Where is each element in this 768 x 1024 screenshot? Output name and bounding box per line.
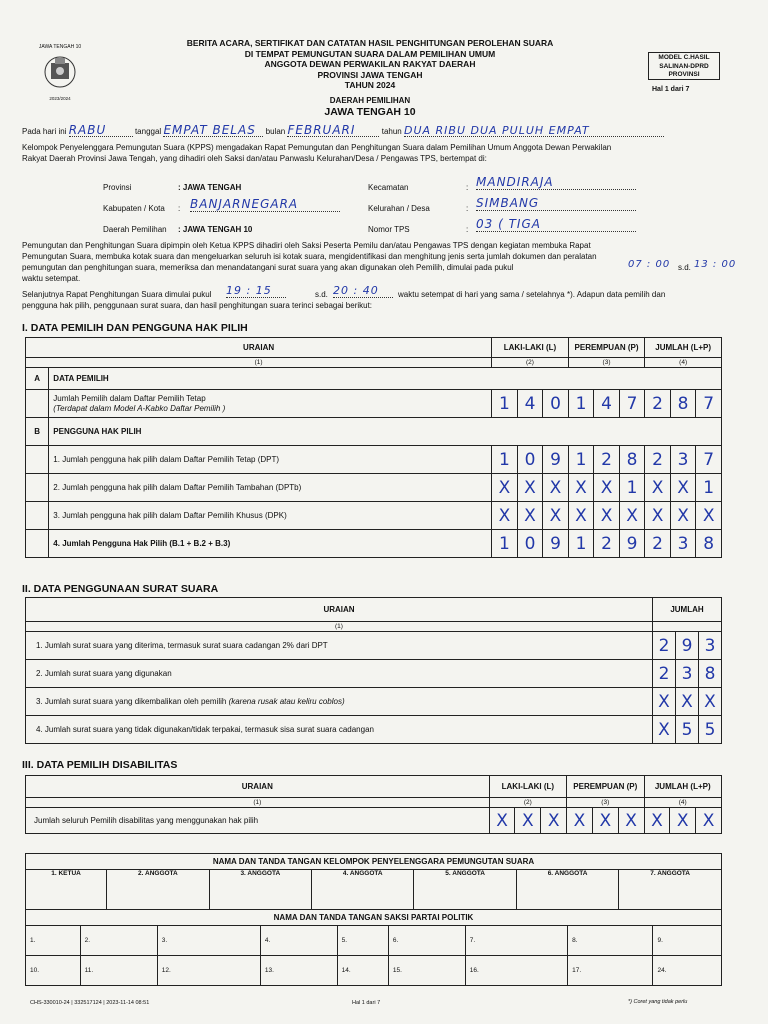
- table-row: [26, 474, 722, 502]
- row-label: [49, 390, 492, 418]
- digit-cell: 4: [517, 390, 543, 418]
- digit-cell: 0: [517, 530, 543, 558]
- col-perempuan: PEREMPUAN (P): [568, 338, 645, 358]
- digit-cell: 2: [645, 530, 671, 558]
- body-p5b: waktu setempat di hari yang sama / setelahnya *). Adapun data pemilih dan: [398, 290, 666, 299]
- saksi-sign: 4.: [260, 926, 337, 956]
- kpps-sign-1: 1. KETUA: [26, 870, 107, 910]
- digit-cell: X: [645, 502, 671, 530]
- row-label: 2. Jumlah surat suara yang digunakan: [26, 660, 653, 688]
- digit-cell: X: [543, 502, 569, 530]
- col-jumlah: JUMLAH (L+P): [645, 338, 722, 358]
- kpps-sign-5: 5. ANGGOTA: [414, 870, 516, 910]
- digit-cell: X: [699, 688, 722, 716]
- section-b-label: B: [26, 418, 49, 446]
- digit-cell: 2: [653, 660, 676, 688]
- table-row: [26, 390, 722, 418]
- provinsi-value: : JAWA TENGAH: [178, 183, 242, 192]
- bulan-label: bulan: [265, 127, 286, 136]
- logo-caption-bottom: 2023/2024: [49, 96, 71, 101]
- col-num-1: (1): [26, 622, 653, 632]
- daerah-value: JAWA TENGAH 10: [324, 106, 416, 118]
- saksi-sign: 15.: [388, 956, 465, 986]
- digit-cell: 7: [696, 446, 722, 474]
- col-num-4: (4): [645, 358, 722, 368]
- body-p2: Pemungutan Suara, membuka kotak suara dan mengeluarkan seluruh isi kotak suara, mengidentifikasi dan menghitung jenis serta jumlah dokumen dan peralatan: [22, 252, 597, 261]
- digit-cell: 8: [699, 660, 722, 688]
- section-a-title: DATA PEMILIH: [49, 368, 722, 390]
- digit-cell: X: [517, 502, 543, 530]
- title-line-3: ANGGOTA DEWAN PERWAKILAN RAKYAT DAERAH: [264, 59, 476, 69]
- body-p6: pengguna hak pilih, penggunaan surat suara, dan hasil penghitungan suara terinci sebagai berikut:: [22, 301, 373, 310]
- col-perempuan: PEREMPUAN (P): [567, 776, 644, 798]
- model-box: [648, 52, 720, 80]
- col-num-2: (2): [492, 358, 569, 368]
- body-p4: waktu setempat.: [22, 274, 81, 283]
- model-line-2: SALINAN-DPRD: [659, 62, 709, 70]
- digit-cell: 9: [543, 530, 569, 558]
- saksi-sign: 2.: [80, 926, 157, 956]
- title-line-4: PROVINSI JAWA TENGAH: [317, 69, 423, 80]
- saksi-sign: 7.: [465, 926, 567, 956]
- col-laki: LAKI-LAKI (L): [492, 338, 569, 358]
- saksi-sign: 11.: [80, 956, 157, 986]
- col-uraian: URAIAN: [26, 338, 492, 358]
- digit-cell: 7: [619, 390, 645, 418]
- tps-value: 03 ( TIGA: [476, 217, 636, 232]
- digit-cell: X: [517, 474, 543, 502]
- digit-cell: X: [645, 474, 671, 502]
- kpu-logo: [33, 44, 87, 104]
- digit-cell: 2: [594, 446, 620, 474]
- row-label: Jumlah seluruh Pemilih disabilitas yang menggunakan hak pilih: [26, 808, 490, 834]
- col-num-1: (1): [26, 358, 492, 368]
- digit-cell: 0: [517, 446, 543, 474]
- footer-page: Hal 1 dari 7: [352, 1000, 381, 1006]
- section-a-label: A: [26, 368, 49, 390]
- section-2-table: [25, 597, 722, 744]
- col-uraian: URAIAN: [26, 776, 490, 798]
- digit-cell: 3: [670, 446, 696, 474]
- kelurahan-label: Kelurahan / Desa: [368, 204, 430, 213]
- saksi-sign: 3.: [157, 926, 260, 956]
- intro-text-2: Rakyat Daerah Provinsi Jawa Tengah, yang dihadiri oleh Saksi dan/atau Panwaslu Kelurahan/Desa / Pengawas TPS, bertempat di:: [22, 154, 487, 163]
- dapil-value: : JAWA TENGAH 10: [178, 225, 253, 234]
- digit-cell: 1: [492, 530, 518, 558]
- section-3-table: [25, 775, 722, 834]
- table-row: [26, 632, 722, 660]
- tanggal-value: EMPAT BELAS: [163, 125, 263, 137]
- saksi-sign: 10.: [26, 956, 81, 986]
- footer-note: *) Coret yang tidak perlu: [628, 999, 688, 1005]
- digit-cell: X: [670, 502, 696, 530]
- table-row: [26, 808, 722, 834]
- table-row: [26, 530, 722, 558]
- digit-cell: X: [568, 474, 594, 502]
- section-2-title: II. DATA PENGGUNAAN SURAT SUARA: [22, 583, 219, 595]
- digit-cell: 8: [619, 446, 645, 474]
- digit-cell: 8: [696, 530, 722, 558]
- kabupaten-label: Kabupaten / Kota: [103, 204, 165, 213]
- intro-text-1: Kelompok Penyelenggara Pemungutan Suara (KPPS) mengadakan Rapat Pemungutan dan Penghitungan Suara dalam Pemilihan Umum Anggota Dewan Perwakilan: [22, 143, 612, 152]
- digit-cell: 5: [699, 716, 722, 744]
- digit-cell: 1: [492, 446, 518, 474]
- kpps-sign-3: 3. ANGGOTA: [209, 870, 311, 910]
- digit-cell: X: [515, 808, 541, 834]
- kpps-sign-7: 7. ANGGOTA: [619, 870, 722, 910]
- time-start: 07 : 00: [628, 259, 671, 270]
- digit-cell: X: [492, 502, 518, 530]
- digit-cell: 9: [619, 530, 645, 558]
- digit-cell: 9: [543, 446, 569, 474]
- digit-cell: X: [541, 808, 567, 834]
- digit-cell: X: [594, 474, 620, 502]
- col-jumlah: JUMLAH (L+P): [644, 776, 722, 798]
- hari-label: Pada hari ini: [22, 127, 67, 136]
- digit-cell: X: [618, 808, 644, 834]
- model-line-3: PROVINSI: [668, 71, 700, 78]
- kpps-sign-6: 6. ANGGOTA: [516, 870, 618, 910]
- body-p5a: Selanjutnya Rapat Penghitungan Suara dimulai pukul: [22, 290, 212, 299]
- saksi-sign: 17.: [568, 956, 653, 986]
- digit-cell: X: [567, 808, 593, 834]
- section-1-table: [25, 337, 722, 558]
- sd-label-2: s.d.: [315, 290, 328, 299]
- digit-cell: 1: [492, 390, 518, 418]
- digit-cell: X: [492, 474, 518, 502]
- row-label: 4. Jumlah surat suara yang tidak digunakan/tidak terpakai, termasuk sisa surat suara cadangan: [26, 716, 653, 744]
- row-label: 3. Jumlah pengguna hak pilih dalam Daftar Pemilih Khusus (DPK): [49, 502, 492, 530]
- time2-end: 20 : 40: [333, 284, 393, 298]
- row-label-note: (karena rusak atau keliru coblos): [228, 697, 345, 706]
- digit-cell: 2: [645, 446, 671, 474]
- saksi-sign: 24.: [653, 956, 722, 986]
- digit-cell: X: [676, 688, 699, 716]
- kelurahan-value: SIMBANG: [476, 196, 636, 211]
- body-p3: pemungutan dan penghitungan suara, memeriksa dan menandatangani surat suara yang akan digunakan oleh Pemilih, dimulai pada pukul: [22, 263, 514, 272]
- table-row: [26, 716, 722, 744]
- col-uraian: URAIAN: [26, 598, 653, 622]
- digit-cell: X: [696, 808, 722, 834]
- table-row: [26, 446, 722, 474]
- digit-cell: 2: [594, 530, 620, 558]
- tps-label: Nomor TPS: [368, 225, 410, 234]
- col-num-3: (3): [568, 358, 645, 368]
- signature-table: [25, 853, 722, 986]
- digit-cell: X: [670, 474, 696, 502]
- digit-cell: 3: [676, 660, 699, 688]
- saksi-sign: 14.: [337, 956, 388, 986]
- saksi-sign: 5.: [337, 926, 388, 956]
- digit-cell: X: [619, 502, 645, 530]
- saksi-sign: 13.: [260, 956, 337, 986]
- row-label-note: (Terdapat dalam Model A-Kabko Daftar Pemilih ): [53, 403, 226, 413]
- row-label: 2. Jumlah pengguna hak pilih dalam Daftar Pemilih Tambahan (DPTb): [49, 474, 492, 502]
- col-num-2: (2): [489, 798, 566, 808]
- title-line-5: TAHUN 2024: [344, 80, 396, 90]
- document-title: [150, 38, 590, 91]
- saksi-sign: 12.: [157, 956, 260, 986]
- kecamatan-label: Kecamatan: [368, 183, 409, 192]
- row-label: 1. Jumlah surat suara yang diterima, termasuk surat suara cadangan 2% dari DPT: [26, 632, 653, 660]
- col-laki: LAKI-LAKI (L): [489, 776, 566, 798]
- digit-cell: X: [594, 502, 620, 530]
- digit-cell: 1: [696, 474, 722, 502]
- footer-code: CHS-330010-24 | 332517124 | 2023-11-14 08:51: [30, 1000, 150, 1006]
- digit-cell: X: [653, 688, 676, 716]
- time2-start: 19 : 15: [226, 284, 286, 298]
- title-line-2: DI TEMPAT PEMUNGUTAN SUARA DALAM PEMILIHAN UMUM: [244, 48, 496, 59]
- tahun-value: DUA RIBU DUA PULUH EMPAT: [404, 125, 664, 137]
- digit-cell: 5: [676, 716, 699, 744]
- section-3-title: III. DATA PEMILIH DISABILITAS: [22, 759, 178, 771]
- title-line-1: BERITA ACARA, SERTIFIKAT DAN CATATAN HASIL PENGHITUNGAN PEROLEHAN SUARA: [186, 38, 554, 48]
- digit-cell: 1: [568, 530, 594, 558]
- kecamatan-value: MANDIRAJA: [476, 175, 636, 190]
- digit-cell: X: [568, 502, 594, 530]
- model-line-1: MODEL C.HASIL: [658, 54, 710, 61]
- page-indicator: Hal 1 dari 7: [652, 86, 690, 93]
- digit-cell: X: [670, 808, 696, 834]
- digit-cell: 3: [670, 530, 696, 558]
- digit-cell: 8: [670, 390, 696, 418]
- col-num-3: (3): [567, 798, 644, 808]
- saksi-sign: 8.: [568, 926, 653, 956]
- row-label-main: 3. Jumlah surat suara yang dikembalikan oleh pemilih: [36, 697, 227, 706]
- table-row: [26, 660, 722, 688]
- digit-cell: 3: [699, 632, 722, 660]
- saksi-sign: 1.: [26, 926, 81, 956]
- tahun-label: tahun: [381, 127, 402, 136]
- row-label-main: Jumlah Pemilih dalam Daftar Pemilih Tetap: [53, 394, 206, 403]
- digit-cell: X: [489, 808, 515, 834]
- intro-date-line: [22, 125, 752, 138]
- kpps-sign-2: 2. ANGGOTA: [107, 870, 209, 910]
- digit-cell: X: [644, 808, 670, 834]
- body-p1: Pemungutan dan Penghitungan Suara dipimpin oleh Ketua KPPS dihadiri oleh Saksi Peserta Pemilu dan/atau Pengawas TPS dengan kegiatan membuka Rapat: [22, 241, 591, 250]
- time-end: 13 : 00: [694, 259, 737, 270]
- saksi-sign: 16.: [465, 956, 567, 986]
- document-page: JAWA TENGAH 10 2023/2024 BERITA ACARA, SERTIFIKAT DAN CATATAN HASIL PENGHITUNGAN PEROLEHAN SUARA DI TEMPAT PEMUNGUTAN SUARA DALAM PEMILIHAN UMUM ANGGOTA DEWAN PERWAKILAN RAKYAT DAERAH PROVINSI JAWA TENGAH TAHUN 2024 DAERAH PEMILIHAN JAWA TENGAH 10 MODEL C.HASIL SALINAN-DPRD PROVINSI Hal 1 dari 7 Pada hari ini RABU tanggal EMPAT BELAS bulan FEBRUARI tahun DUA RIBU DUA PULUH EMPAT Kelompok Penyelenggara Pemungutan Suara (KPPS) mengadakan Rapat Pemungutan dan Penghitungan Suara dalam Pemilihan Umum Anggota Dewan Perwakilan Rakyat Daerah Provinsi Jawa Tengah, yang dihadiri oleh Saksi dan/atau Panwaslu Kelurahan/Desa / Pengawas TPS, bertempat di: Provinsi : JAWA TENGAH Kabupaten / Kota : BANJARNEGARA Daerah Pemilihan : JAWA TENGAH 10 Kecamatan : MANDIRAJA Kelurahan / Desa : SIMBANG Nomor TPS : 03 ( TIGA Pemungutan dan Penghitungan Suara dipimpin oleh Ketua KPPS dihadiri oleh Saksi Peserta Pemilu dan/atau Pengawas TPS dengan kegiatan membuka Rapat Pemungutan Suara, membuka kotak suara dan mengeluarkan seluruh isi kotak suara, mengidentifikasi dan menghitung jenis serta jumlah dokumen dan peralatan pemungutan dan penghitungan suara, memeriksa dan menandatangani surat suara yang akan digunakan oleh Pemilih, dimulai pada pukul 07 : 00 s.d. 13 : 00 waktu setempat. Selanjutnya Rapat Penghitungan Suara dimulai pukul 19 : 15 s.d. 20 : 40 waktu setempat di hari yang sama / setelahnya *). Adapun data pemilih dan pengguna hak pilih, penggunaan surat suara, dan hasil penghitungan suara terinci sebagai berikut: I. DATA PEMILIH DAN PENGGUNA HAK PILIH URAIAN LAKI-LAKI (L) PEREMPUAN (P) JUMLAH (L+P) (1) (2) (3) (4) A DATA PEMILIH Jumlah Pemilih dalam Daftar Pemilih Tetap (Terdapat dalam Model A-Kabko Daftar Pemilih ) 1 4 0 1 4 7 2 8 7 B PENGGUNA HAK PILIH 1. Jumlah pengguna hak pilih dalam Daftar Pemilih Tetap (DPT) 1 0 9 1 2 8 2 3 7 2. Jumlah pengguna hak pilih dalam Daftar Pemilih Tambahan (DPTb) X X X X X 1 X X 1 3. Jumlah pengguna hak pilih dalam Daftar Pemilih Khusus (DPK) X X X X X X X X X 4. Jumlah Pengguna Hak Pilih (B.1 + B.2 + B.3) 1 0 9 1 2 9 2 3 8 II. DATA PENGGUNAAN SURAT SUARA URAIAN JUMLAH (1) 1. Jumlah surat suara yang diterima, termasuk surat suara cadangan 2% dari DPT 2 9 3 2. Jumlah surat suara yang digunakan 2 3 8 3. Jumlah surat suara yang dikembalikan oleh pemilih (karena rusak atau keliru coblos) X X X 4. Jumlah surat suara yang tidak digunakan/tidak terpakai, termasuk sisa surat suara cadangan X 5 5 III. DATA PEMILIH DISABILITAS URAIAN LAKI-LAKI (L) PEREMPUAN (P) JUMLAH (L+P) (1) (2) (3) (4) Jumlah seluruh Pemilih disabilitas yang menggunakan hak pilih X X X X X X X X X NAMA DAN TANDA TANGAN KELOMPOK PENYELENGGARA PEMUNGUTAN SUARA 1. KETUA 2. ANGGOTA 3. ANGGOTA 4. ANGGOTA 5. ANGGOTA 6. ANGGOTA 7. ANGGOTA NAMA DAN TANDA TANGAN SAKSI PARTAI POLITIK 1. 2. 3. 4. 5. 6. 7. 8. 9. 10. 11. 12. 13. 14. 15. 16. 17. 24. CHS-330010-24 | 332517124 | 2023-11-14 08:51 Hal 1 dari 7 *) Coret yang tidak perlu: [0, 0, 768, 1024]
- digit-cell: X: [696, 502, 722, 530]
- dapil-label: Daerah Pemilihan: [103, 225, 167, 234]
- saksi-sign: 6.: [388, 926, 465, 956]
- digit-cell: X: [543, 474, 569, 502]
- tanggal-label: tanggal: [134, 127, 162, 136]
- row-label: 1. Jumlah pengguna hak pilih dalam Daftar Pemilih Tetap (DPT): [49, 446, 492, 474]
- logo-caption-top: JAWA TENGAH 10: [38, 44, 82, 50]
- digit-cell: 1: [568, 390, 594, 418]
- provinsi-label: Provinsi: [103, 183, 132, 192]
- kabupaten-value: BANJARNEGARA: [190, 197, 340, 212]
- digit-cell: 4: [594, 390, 620, 418]
- sd-label-1: s.d.: [678, 263, 691, 272]
- col-jumlah: JUMLAH: [653, 598, 722, 622]
- digit-cell: 9: [676, 632, 699, 660]
- digit-cell: 1: [568, 446, 594, 474]
- section-b-title: PENGGUNA HAK PILIH: [49, 418, 722, 446]
- daerah-label: DAERAH PEMILIHAN: [329, 96, 411, 105]
- kpps-sign-4: 4. ANGGOTA: [312, 870, 414, 910]
- digit-cell: 2: [645, 390, 671, 418]
- digit-cell: 7: [696, 390, 722, 418]
- saksi-title: NAMA DAN TANDA TANGAN SAKSI PARTAI POLITIK: [26, 910, 722, 926]
- digit-cell: 0: [543, 390, 569, 418]
- kpps-title: NAMA DAN TANDA TANGAN KELOMPOK PENYELENGGARA PEMUNGUTAN SUARA: [26, 854, 722, 870]
- col-num-4: (4): [644, 798, 722, 808]
- table-row: [26, 688, 722, 716]
- row-label: [26, 688, 653, 716]
- col-num-1: (1): [26, 798, 490, 808]
- table-row: [26, 502, 722, 530]
- section-1-title: I. DATA PEMILIH DAN PENGGUNA HAK PILIH: [22, 322, 248, 334]
- bulan-value: FEBRUARI: [287, 125, 379, 137]
- digit-cell: 1: [619, 474, 645, 502]
- saksi-sign: 9.: [653, 926, 722, 956]
- digit-cell: X: [592, 808, 618, 834]
- digit-cell: 2: [653, 632, 676, 660]
- digit-cell: X: [653, 716, 676, 744]
- hari-value: RABU: [69, 125, 133, 137]
- row-label: 4. Jumlah Pengguna Hak Pilih (B.1 + B.2 + B.3): [49, 530, 492, 558]
